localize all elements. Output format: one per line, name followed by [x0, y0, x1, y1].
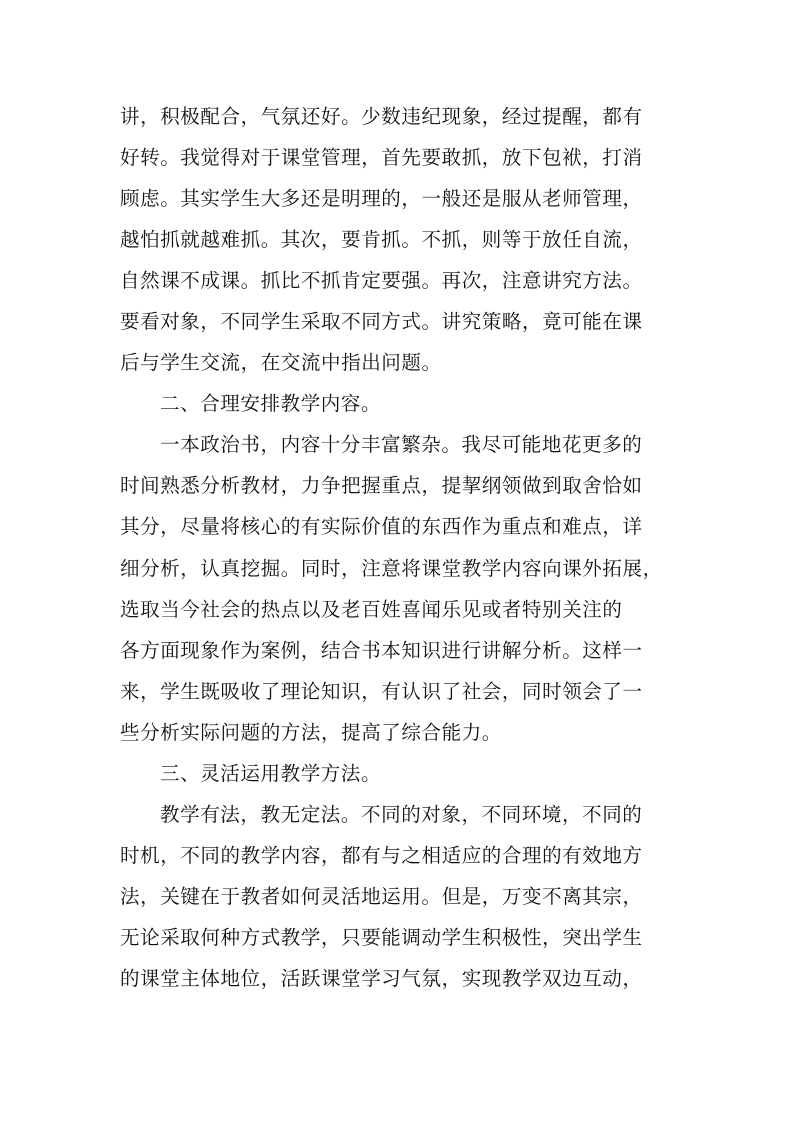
text-line: 法，关键在于教者如何灵活地运用。但是，万变不离其宗，: [120, 884, 643, 908]
document-body: [120, 100, 676, 1003]
paragraph-first-line: 一本政治书，内容十分丰富繁杂。我尽可能地花更多的: [160, 433, 643, 457]
text-line: 来，学生既吸收了理论知识，有认识了社会，同时领会了一: [120, 679, 643, 703]
paragraph-first-line: 教学有法，教无定法。不同的对象，不同环境，不同的: [160, 802, 643, 826]
text-line: 讲，积极配合，气氛还好。少数违纪现象，经过提醒，都有: [120, 105, 643, 128]
text-line: 顾虑。其实学生大多还是明理的，一般还是服从老师管理，: [120, 187, 643, 211]
text-line: 时机，不同的教学内容，都有与之相适应的合理的有效地方: [120, 843, 643, 867]
text-line: 的课堂主体地位，活跃课堂学习气氛，实现教学双边互动，: [120, 966, 643, 990]
text-line: 无论采取何种方式教学，只要能调动学生积极性，突出学生: [120, 925, 643, 949]
section-heading: 三、灵活运用教学方法。: [160, 761, 382, 785]
text-line: 越怕抓就越难抓。其次，要肯抓。不抓，则等于放任自流，: [120, 228, 643, 252]
text-line: 要看对象，不同学生采取不同方式。讲究策略，竟可能在课: [120, 310, 643, 334]
text-line: 各方面现象作为案例，结合书本知识进行讲解分析。这样一: [120, 638, 643, 662]
section-heading: 二、合理安排教学内容。: [160, 392, 382, 416]
text-line: 自然课不成课。抓比不抓肯定要强。再次，注意讲究方法。: [120, 269, 643, 293]
text-line: 选取当今社会的热点以及老百姓喜闻乐见或者特别关注的: [120, 597, 623, 621]
text-line: 其分，尽量将核心的有实际价值的东西作为重点和难点，详: [120, 515, 643, 539]
text-line: 后与学生交流，在交流中指出问题。: [120, 351, 442, 375]
text-line: 时间熟悉分析教材，力争把握重点，提挈纲领做到取舍恰如: [120, 474, 643, 498]
text-line: 些分析实际问题的方法，提高了综合能力。: [120, 720, 502, 744]
text-line: 细分析，认真挖掘。同时，注意将课堂教学内容向课外拓展，: [120, 556, 663, 580]
text-line: 好转。我觉得对于课堂管理，首先要敢抓，放下包袱，打消: [120, 146, 643, 170]
